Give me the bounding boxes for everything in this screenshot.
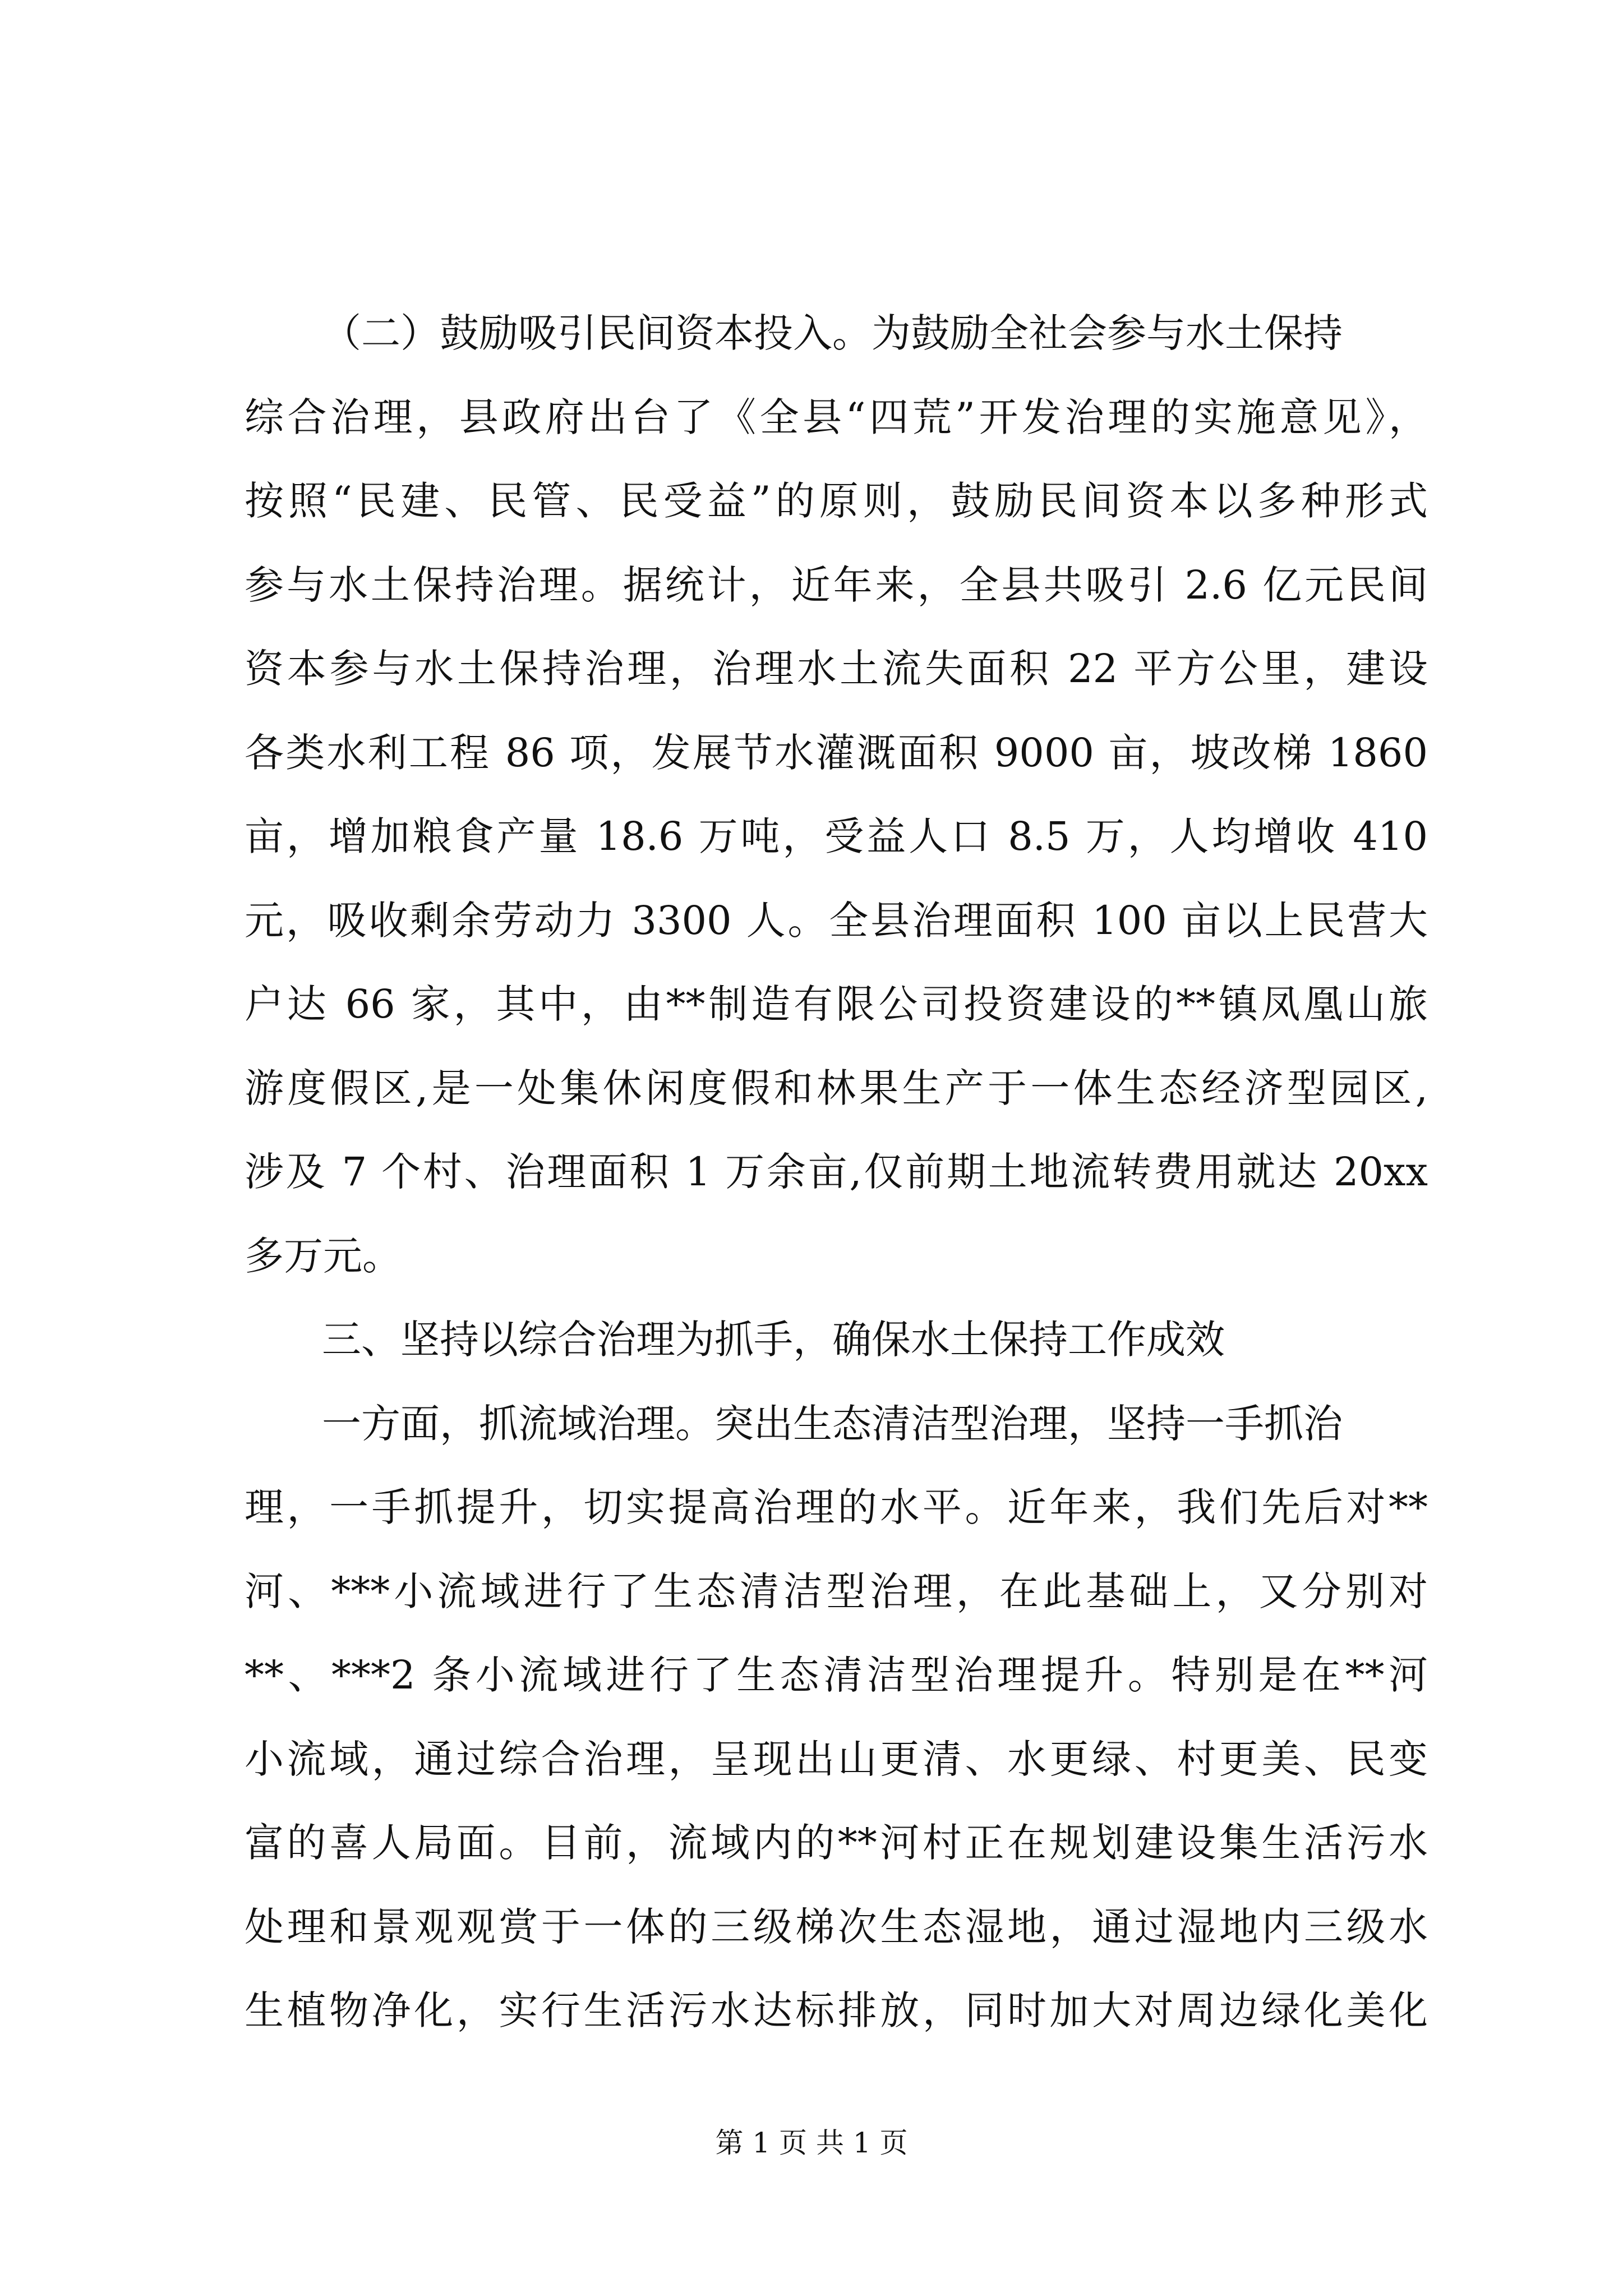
paragraph-line-4: 参与水土保持治理。据统计，近年来，全县共吸引 2.6 亿元民间 <box>245 562 1428 608</box>
paragraph-line-2: 综合治理，县政府出台了《全县“四荒”开发治理的实施意见》， <box>245 394 1428 440</box>
page-number-footer: 第 1 页 共 1 页 <box>715 2127 908 2159</box>
paragraph-line-3: 按照“民建、民管、民受益”的原则，鼓励民间资本以多种形式 <box>245 478 1428 524</box>
paragraph-line-6: 各类水利工程 86 项，发展节水灌溉面积 9000 亩，坡改梯 1860 <box>245 729 1428 776</box>
paragraph-line-12: 多万元。 <box>245 1232 402 1279</box>
paragraph-line-7: 亩，增加粮食产量 18.6 万吨，受益人口 8.5 万，人均增收 410 <box>245 813 1428 859</box>
paragraph-line-11: 涉及 7 个村、治理面积 1 万余亩,仅前期土地流转费用就达 20xx <box>245 1149 1428 1195</box>
paragraph-line-9: 户达 66 家，其中，由**制造有限公司投资建设的**镇凤凰山旅 <box>245 981 1428 1027</box>
paragraph-line-16: 河、***小流域进行了生态清洁型治理，在此基础上，又分别对 <box>245 1568 1428 1614</box>
paragraph-line-8: 元，吸收剩余劳动力 3300 人。全县治理面积 100 亩以上民营大 <box>245 897 1428 944</box>
paragraph-line-19: 富的喜人局面。目前，流域内的**河村正在规划建设集生活污水 <box>245 1820 1428 1866</box>
document-body <box>245 292 1428 2053</box>
paragraph-line-1: （二）鼓励吸引民间资本投入。为鼓励全社会参与水土保持 <box>322 310 1343 356</box>
paragraph-line-18: 小流域，通过综合治理，呈现出山更清、水更绿、村更美、民变 <box>245 1736 1428 1782</box>
paragraph-line-20: 处理和景观观赏于一体的三级梯次生态湿地，通过湿地内三级水 <box>245 1903 1428 1950</box>
paragraph-line-10: 游度假区,是一处集休闲度假和林果生产于一体生态经济型园区, <box>245 1065 1428 1111</box>
paragraph-line-21: 生植物净化，实行生活污水达标排放，同时加大对周边绿化美化 <box>245 1987 1428 2033</box>
paragraph-line-5: 资本参与水土保持治理，治理水土流失面积 22 平方公里，建设 <box>245 646 1428 692</box>
paragraph-line-15: 理，一手抓提升，切实提高治理的水平。近年来，我们先后对** <box>245 1484 1428 1530</box>
section-heading: 三、坚持以综合治理为抓手，确保水土保持工作成效 <box>322 1317 1225 1363</box>
paragraph-line-14: 一方面，抓流域治理。突出生态清洁型治理，坚持一手抓治 <box>322 1400 1343 1447</box>
paragraph-line-17: **、***2 条小流域进行了生态清洁型治理提升。特别是在**河 <box>245 1652 1428 1698</box>
